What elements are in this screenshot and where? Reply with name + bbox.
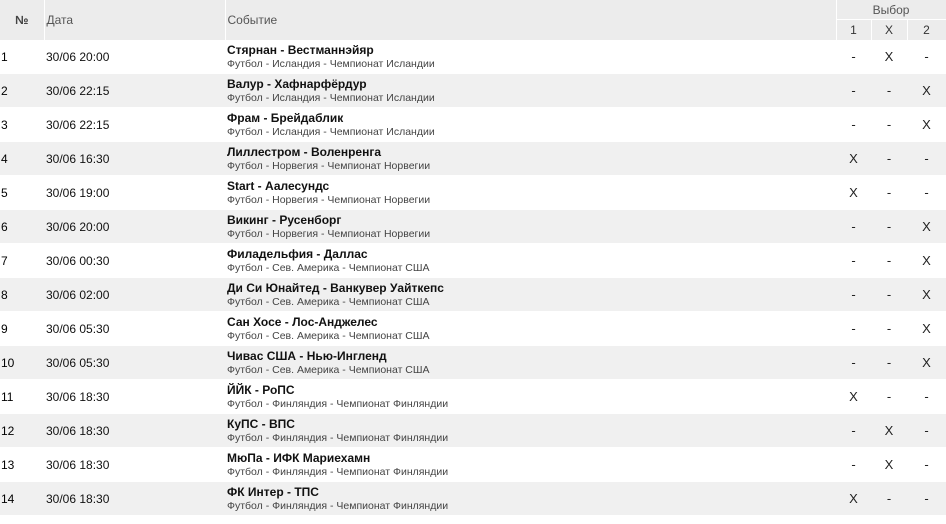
row-event [225,244,836,278]
row-event [225,346,836,380]
pick-2: X [907,74,946,108]
row-event [225,278,836,312]
pick-2: X [907,312,946,346]
col-header-date: Дата [44,0,225,40]
event-subtitle: Футбол - Исландия - Чемпионат Исландии [227,91,435,104]
event-title: МюПа - ИФК Мариехамн [227,450,371,465]
row-date: 30/06 16:30 [44,142,225,176]
pick-1: - [836,448,871,482]
pick-1: X [836,142,871,176]
pick-2: - [907,482,946,516]
row-date: 30/06 22:15 [44,108,225,142]
row-date: 30/06 18:30 [44,380,225,414]
event-title: Филадельфия - Даллас [227,246,368,261]
row-date: 30/06 20:00 [44,40,225,74]
col-header-choice: Выбор [836,0,946,20]
pick-2: X [907,210,946,244]
row-event [225,142,836,176]
row-number: 14 [0,482,44,516]
event-subtitle: Футбол - Норвегия - Чемпионат Норвегии [227,159,431,172]
pick-2: - [907,380,946,414]
col-header-number: № [0,0,44,40]
event-title: ЙЙК - РоПС [227,382,295,397]
pick-x: - [871,244,907,278]
event-title: КуПС - ВПС [227,416,295,431]
row-event [225,40,836,74]
pick-x: X [871,40,907,74]
pick-x: - [871,346,907,380]
pick-1: - [836,108,871,142]
pick-2: X [907,108,946,142]
row-date: 30/06 18:30 [44,414,225,448]
pick-1: - [836,210,871,244]
table-row [0,210,946,244]
event-subtitle: Футбол - Норвегия - Чемпионат Норвегии [227,193,431,206]
row-number: 1 [0,40,44,74]
table-row [0,448,946,482]
pick-x: - [871,142,907,176]
pick-1: - [836,40,871,74]
row-event [225,176,836,210]
row-number: 10 [0,346,44,380]
row-date: 30/06 20:00 [44,210,225,244]
row-number: 5 [0,176,44,210]
pick-x: - [871,278,907,312]
row-date: 30/06 00:30 [44,244,225,278]
pick-1: - [836,74,871,108]
table-row [0,244,946,278]
row-event [225,482,836,516]
table-row [0,380,946,414]
pick-x: - [871,176,907,210]
event-title: Фрам - Брейдаблик [227,110,344,125]
pick-2: - [907,142,946,176]
event-subtitle: Футбол - Сев. Америка - Чемпионат США [227,261,430,274]
pick-2: - [907,40,946,74]
row-number: 2 [0,74,44,108]
table-row [0,414,946,448]
event-subtitle: Футбол - Норвегия - Чемпионат Норвегии [227,227,431,240]
table-row [0,74,946,108]
event-title: Валур - Хафнарфёрдур [227,76,367,91]
pick-1: - [836,414,871,448]
event-subtitle: Футбол - Исландия - Чемпионат Исландии [227,57,435,70]
event-subtitle: Футбол - Финляндия - Чемпионат Финляндии [227,499,449,512]
pick-1: - [836,278,871,312]
pick-x: - [871,74,907,108]
event-title: Ди Си Юнайтед - Ванкувер Уайткепс [227,280,444,295]
pick-1: - [836,312,871,346]
pick-x: - [871,312,907,346]
table-row [0,176,946,210]
pick-2: - [907,414,946,448]
event-title: Викинг - Русенборг [227,212,342,227]
pick-x: - [871,482,907,516]
row-number: 6 [0,210,44,244]
row-number: 11 [0,380,44,414]
event-title: Лиллестром - Воленренга [227,144,382,159]
pick-x: X [871,414,907,448]
row-date: 30/06 05:30 [44,312,225,346]
pick-1: - [836,346,871,380]
table-row [0,346,946,380]
event-subtitle: Футбол - Финляндия - Чемпионат Финляндии [227,397,449,410]
table-row [0,40,946,74]
row-event [225,448,836,482]
pick-2: X [907,244,946,278]
event-subtitle: Футбол - Финляндия - Чемпионат Финляндии [227,465,449,478]
col-header-event: Событие [225,0,836,40]
event-title: Стярнан - Вестманнэйяр [227,42,374,57]
row-date: 30/06 18:30 [44,482,225,516]
pick-1: X [836,482,871,516]
event-subtitle: Футбол - Исландия - Чемпионат Исландии [227,125,435,138]
event-subtitle: Футбол - Сев. Америка - Чемпионат США [227,295,430,308]
row-event [225,380,836,414]
row-date: 30/06 05:30 [44,346,225,380]
table-row [0,312,946,346]
row-date: 30/06 19:00 [44,176,225,210]
row-number: 13 [0,448,44,482]
event-subtitle: Футбол - Финляндия - Чемпионат Финляндии [227,431,449,444]
pick-1: X [836,176,871,210]
pick-1: - [836,244,871,278]
row-number: 4 [0,142,44,176]
event-title: Start - Аалесундс [227,178,330,193]
event-subtitle: Футбол - Сев. Америка - Чемпионат США [227,363,430,376]
row-number: 3 [0,108,44,142]
pick-x: X [871,448,907,482]
col-header-choice-1: 1 [836,20,871,41]
pick-1: X [836,380,871,414]
table-row [0,278,946,312]
row-number: 12 [0,414,44,448]
row-event [225,210,836,244]
row-number: 7 [0,244,44,278]
row-date: 30/06 18:30 [44,448,225,482]
row-event [225,312,836,346]
row-date: 30/06 02:00 [44,278,225,312]
row-event [225,108,836,142]
pick-2: - [907,448,946,482]
event-title: ФК Интер - ТПС [227,484,319,499]
table-row [0,108,946,142]
pick-2: - [907,176,946,210]
bets-table-body [0,40,946,516]
row-date: 30/06 22:15 [44,74,225,108]
row-event [225,414,836,448]
row-number: 8 [0,278,44,312]
event-title: Чивас США - Нью-Ингленд [227,348,387,363]
col-header-choice-2: 2 [907,20,946,41]
pick-x: - [871,210,907,244]
event-subtitle: Футбол - Сев. Америка - Чемпионат США [227,329,430,342]
event-title: Сан Хосе - Лос-Анджелес [227,314,378,329]
pick-2: X [907,278,946,312]
row-event [225,74,836,108]
table-row [0,482,946,516]
pick-x: - [871,380,907,414]
pick-x: - [871,108,907,142]
row-number: 9 [0,312,44,346]
table-row [0,142,946,176]
pick-2: X [907,346,946,380]
col-header-choice-x: X [871,20,907,41]
